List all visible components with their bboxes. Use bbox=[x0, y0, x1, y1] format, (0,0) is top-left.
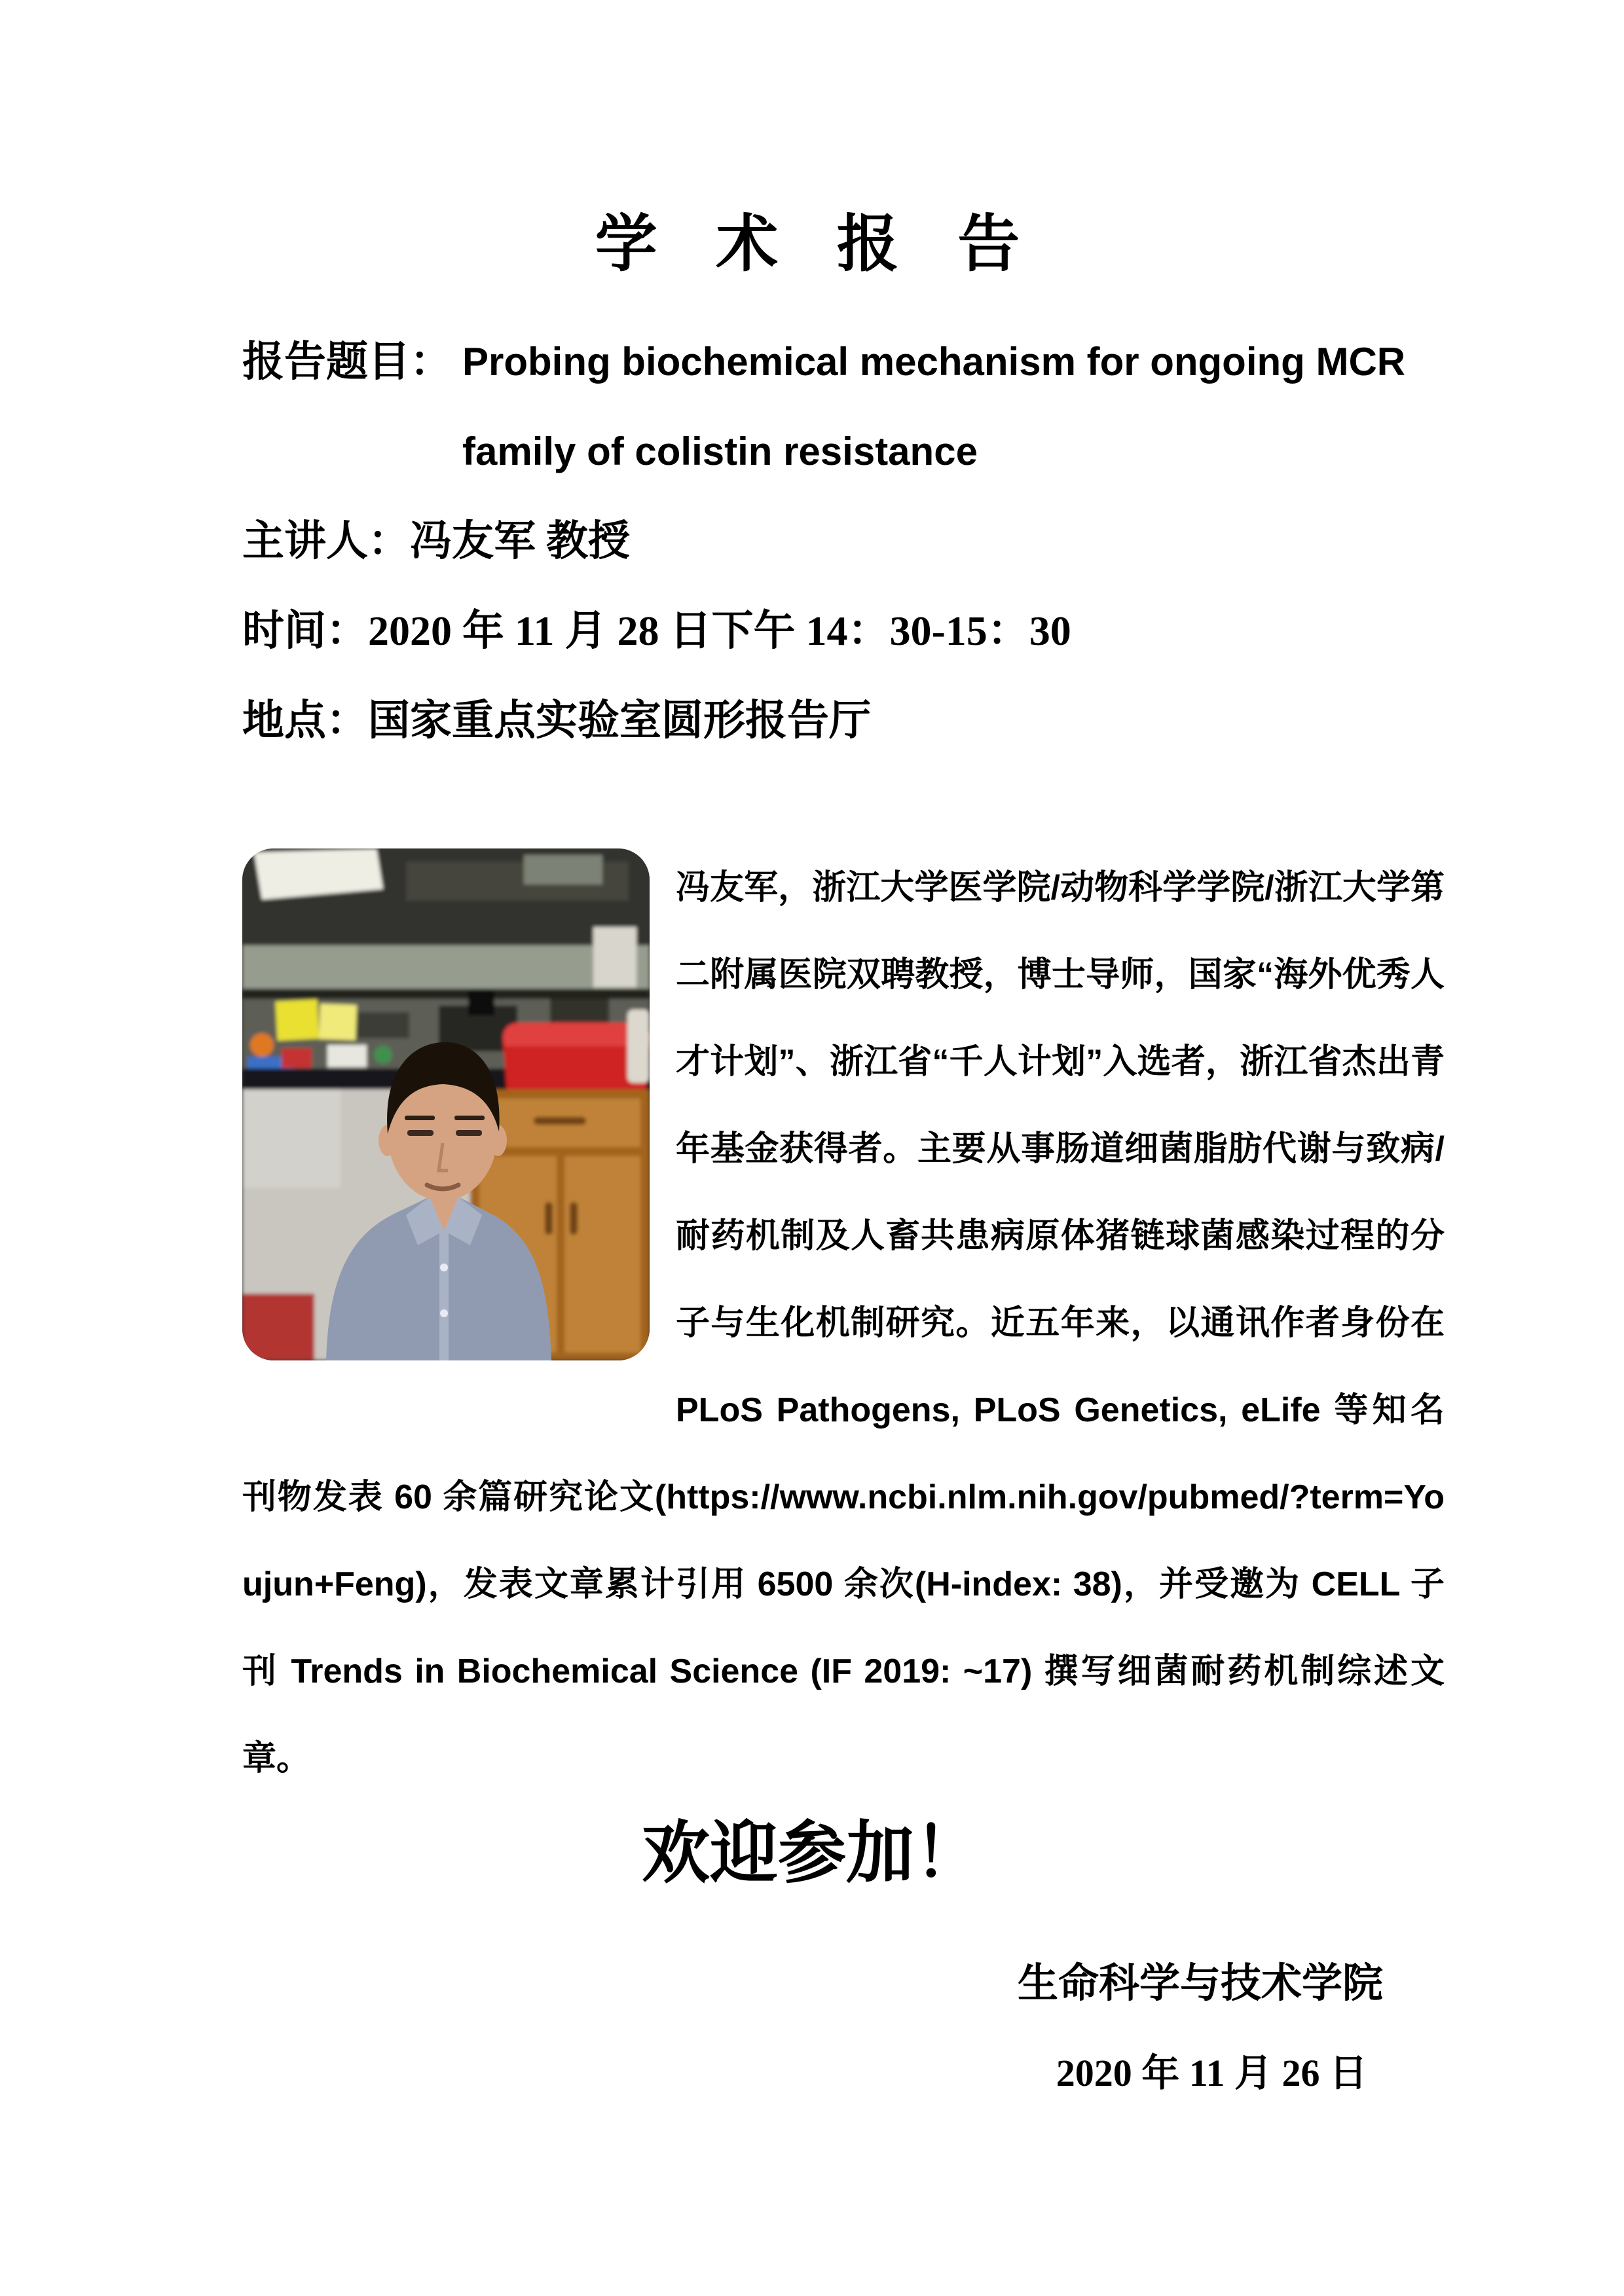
ear bbox=[489, 1125, 507, 1156]
placket bbox=[439, 1231, 449, 1360]
shelf-edge bbox=[242, 989, 650, 999]
speaker-lab-photo-illustration bbox=[242, 848, 650, 1360]
speaker-bio-text: 冯友军，浙江大学医学院/动物科学学院/浙江大学第二附属医院双聘教授，博士导师，国家“海外优秀人才计划”、浙江省“千人计划”入选者，浙江省杰出青年基金获得者。主要从事肠道细菌脂肪代谢与致病/耐药机制及人畜共患病原体猪链球菌感染过程的分子与生化机制研究。近五年来，以通讯作者身份在 PLoS Pathogens, PLoS Genetics, eLife 等知名刊物发表 60 余篇研究论文(https://www.ncbi.nlm.nih.gov/pubmed/?term=Youjun+Feng)，发表文章累计引用 6500 余次(H-index: 38)，并受邀为 CELL 子刊 Trends in Biochemical Science (IF 2019: ~17) 撰写细菌耐药机制综述文章。 bbox=[242, 869, 1445, 1777]
topic-line-2: family of colistin resistance bbox=[462, 429, 978, 473]
button bbox=[440, 1264, 448, 1271]
sticky-note bbox=[275, 999, 319, 1040]
seminar-info bbox=[242, 317, 1447, 765]
brow-left bbox=[405, 1116, 435, 1120]
venue-row bbox=[242, 676, 1447, 765]
welcome-line: 欢迎参加！ bbox=[641, 1816, 982, 1891]
lab-back-wall bbox=[242, 945, 650, 993]
venue-label: 地点： bbox=[242, 697, 368, 744]
button bbox=[440, 1309, 448, 1317]
speaker-value: 冯友军 教授 bbox=[410, 518, 630, 564]
time-label: 时间： bbox=[242, 608, 368, 654]
speaker-photo bbox=[242, 848, 650, 1360]
topic-label: 报告题目： bbox=[242, 338, 452, 385]
time-value: 2020 年 11 月 28 日下午 14：30-15：30 bbox=[368, 608, 1071, 654]
speaker-bio-section bbox=[242, 845, 1445, 1802]
sticky-note bbox=[319, 1004, 357, 1040]
red-chair-corner bbox=[242, 1294, 314, 1360]
organizer-line: 生命科学与技术学院 bbox=[1017, 1961, 1383, 2006]
white-jug bbox=[627, 1010, 650, 1083]
topic-row bbox=[242, 317, 1447, 496]
page-title: 学 术 报 告 bbox=[595, 210, 1029, 279]
speaker-label: 主讲人： bbox=[242, 518, 410, 564]
date-line: 2020 年 11 月 26 日 bbox=[1056, 2052, 1367, 2094]
topic-text bbox=[452, 317, 1447, 496]
topic-line-1: Probing biochemical mechanism for ongoing MCR bbox=[462, 340, 1406, 384]
eye-right bbox=[456, 1130, 482, 1136]
venue-value: 国家重点实验室圆形报告厅 bbox=[368, 697, 871, 744]
speaker-row bbox=[242, 496, 1447, 586]
brow-right bbox=[454, 1116, 485, 1120]
time-row bbox=[242, 586, 1447, 676]
eye-left bbox=[407, 1130, 434, 1136]
